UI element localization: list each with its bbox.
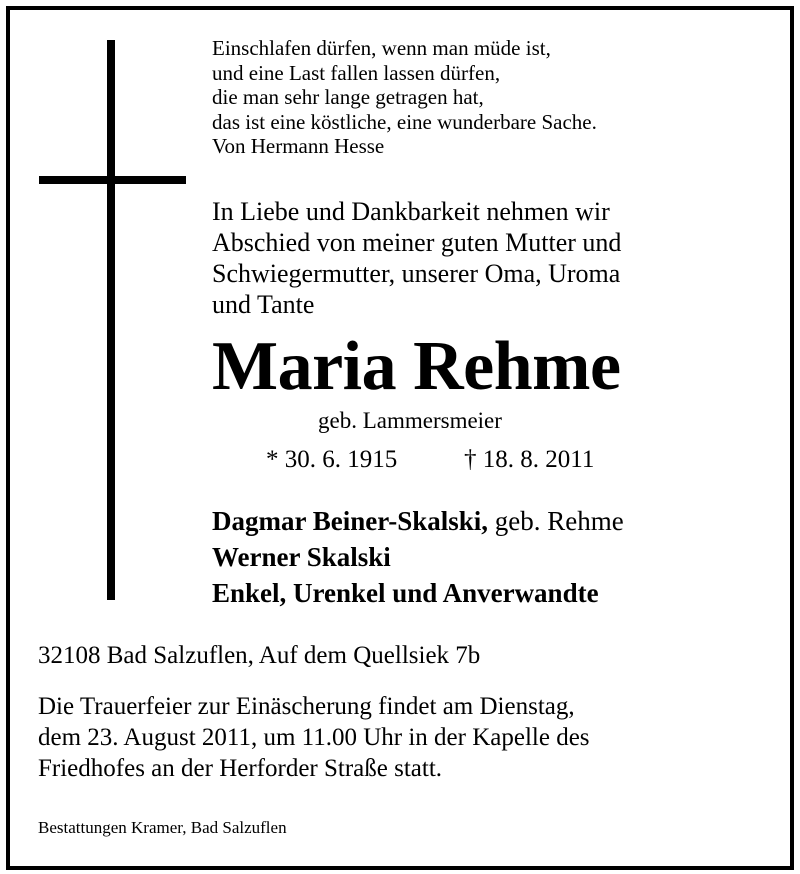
intro-line: und Tante [212, 290, 315, 319]
mourner-name: Dagmar Beiner-Skalski, [212, 506, 489, 536]
birth-name: geb. Lammersmeier [318, 408, 502, 433]
poem-line: die man sehr lange getragen hat, [212, 85, 484, 109]
poem-line: das ist eine köstliche, eine wunderbare Sache. [212, 109, 597, 134]
intro-line: Abschied von meiner guten Mutter und [212, 228, 622, 257]
cross-icon [107, 40, 115, 600]
mourner-name: Werner Skalski [212, 542, 391, 572]
service-line: Friedhofes an der Herforder Straße statt. [38, 755, 443, 782]
service-line: Die Trauerfeier zur Einäscherung findet am Dienstag, [38, 693, 575, 720]
funeral-home: Bestattungen Kramer, Bad Salzuflen [38, 818, 287, 837]
deceased-name: Maria Rehme [212, 328, 621, 405]
poem-author: Von Hermann Hesse [212, 134, 385, 158]
poem-line: Einschlafen dürfen, wenn man müde ist, [212, 36, 551, 60]
intro-text [212, 196, 772, 320]
service-line: dem 23. August 2011, um 11.00 Uhr in der Kapelle des [38, 724, 590, 751]
death-date: † 18. 8. 2011 [464, 446, 595, 473]
mourner-family: Enkel, Urenkel und Anverwandte [212, 578, 599, 608]
poem-quote [212, 36, 772, 159]
intro-line: Schwiegermutter, unserer Oma, Uroma [212, 259, 621, 288]
address: 32108 Bad Salzuflen, Auf dem Quellsiek 7b [38, 642, 481, 669]
mourner-birth-name: geb. Rehme [488, 506, 624, 536]
poem-line: und eine Last fallen lassen dürfen, [212, 60, 501, 85]
service-info [38, 691, 778, 784]
birth-date: * 30. 6. 1915 [266, 446, 398, 473]
mourners-list [212, 503, 782, 611]
cross-icon-crossbar [39, 176, 186, 184]
mourner-line [212, 503, 782, 539]
intro-line: In Liebe und Dankbarkeit nehmen wir [212, 197, 610, 226]
